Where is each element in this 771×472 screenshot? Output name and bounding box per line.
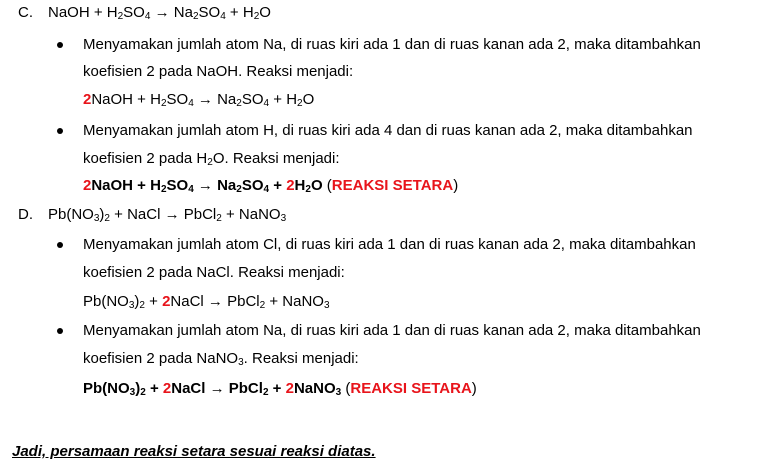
- coefficient: 2: [83, 91, 92, 108]
- coefficient: 2: [286, 177, 295, 194]
- step-text: koefisien 2 pada NaOH. Reaksi menjadi:: [83, 63, 354, 80]
- step-text: Menyamakan jumlah atom Cl, di ruas kiri ada 1 dan di ruas kanan ada 2, maka ditambahkan: [83, 236, 696, 253]
- result-equation: $Pb(NO_3)_2$ + 2NaCl → PbCl$_2$ + 2NaNO$_3$ (REAKSI SETARA): [83, 380, 477, 398]
- section-label: D.: [18, 206, 33, 223]
- result-equation: 2NaOH + $H_2SO_4 \to Na_2SO_4 + H_2O$: [83, 91, 315, 109]
- equation-d: $Pb(NO_3)_2$ + NaCl → PbCl$_2$ + NaNO$_3$: [48, 206, 287, 224]
- balanced-tag: REAKSI SETARA: [350, 380, 472, 397]
- step-text: Menyamakan jumlah atom Na, di ruas kiri ada 1 dan di ruas kanan ada 2, maka ditambahkan: [83, 36, 701, 53]
- bullet-icon: [57, 328, 63, 334]
- step-text: Menyamakan jumlah atom H, di ruas kiri ada 4 dan di ruas kanan ada 2, maka ditambahkan: [83, 122, 693, 139]
- result-equation: $Pb(NO_3)_2$ + 2NaCl → PbCl$_2$ + NaNO$_3$: [83, 293, 330, 311]
- bullet-icon: [57, 242, 63, 248]
- conclusion: Jadi, persamaan reaksi setara sesuai reaksi diatas.: [12, 443, 376, 460]
- coefficient: 2: [162, 380, 172, 397]
- equation-c: NaOH + $H_2SO_4 \to Na_2SO_4 + H_2O$: [48, 4, 271, 22]
- bullet-icon: [57, 42, 63, 48]
- step-text: koefisien 2 pada NaNO$_3$. Reaksi menjadi:: [83, 350, 359, 368]
- section-label: C.: [18, 4, 33, 21]
- coefficient: 2: [162, 293, 171, 310]
- step-text: koefisien 2 pada $H_2O$. Reaksi menjadi:: [83, 150, 340, 168]
- step-text: koefisien 2 pada NaCl. Reaksi menjadi:: [83, 264, 345, 281]
- coefficient: 2: [285, 380, 294, 397]
- result-equation: 2NaOH + $H_2SO_4 \to Na_2SO_4 + 2H_2O$ (REAKSI SETARA): [83, 177, 459, 195]
- step-text: Menyamakan jumlah atom Na, di ruas kiri ada 1 dan di ruas kanan ada 2, maka ditambahkan: [83, 322, 701, 339]
- coefficient: 2: [83, 177, 92, 194]
- balanced-tag: REAKSI SETARA: [331, 177, 454, 194]
- bullet-icon: [57, 128, 63, 134]
